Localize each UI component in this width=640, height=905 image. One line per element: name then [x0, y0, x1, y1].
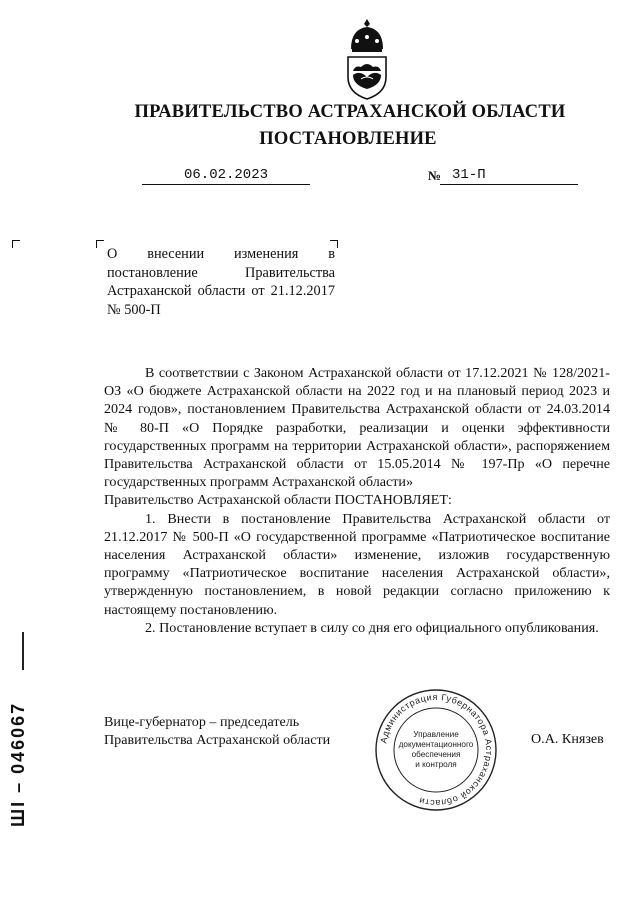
coat-of-arms-emblem: [343, 15, 391, 101]
organization-title: ПРАВИТЕЛЬСТВО АСТРАХАНСКОЙ ОБЛАСТИ: [134, 102, 566, 122]
margin-mark: [22, 632, 24, 670]
document-date: 06.02.2023: [183, 167, 268, 183]
signer-position-line-2: Правительства Астраханской области: [104, 732, 331, 748]
corner-bracket-title-left: [96, 240, 104, 248]
document-body: [104, 364, 610, 637]
preamble-paragraph: В соответствии с Законом Астраханской области от 17.12.2021 № 128/2021-ОЗ «О бюджете Астраханской области на 2022 год и на плановый период 2023 и 2024 годов», постановлением Правительства Астраханской области от 24.03.2014 № 80-П «О Порядке разработки, реализации и оценки эффективности государственных программ на территории Астраханской области», распоряжением Правительства Астраханской области от 15.05.2014 № 197-Пр «О перечне государственных программ Астраханской области»: [104, 365, 610, 491]
item-1-paragraph: 1. Внести в постановление Правительства Астраханской области от 21.12.2017 № 500-П «О государственной программе «Патриотическое воспитание населения Астраханской области» изменение, изложив государственную программу «Патриотическое воспитание населения Астраханской области», утвержденную постановлением, в новой редакции согласно приложению к настоящему постановлению.: [104, 510, 610, 618]
document-type-title: ПОСТАНОВЛЕНИЕ: [259, 129, 437, 149]
stamp-center-line-4: и контроля: [415, 760, 457, 769]
serial-number: ШI – 046067: [8, 701, 28, 827]
item-2-paragraph: 2. Постановление вступает в силу со дня его официального опубликования.: [145, 619, 599, 636]
signer-name: О.А. Князев: [531, 731, 604, 747]
official-stamp: [373, 687, 499, 813]
document-subject: О внесении изменения в постановление Правительства Астраханской области от 21.12.2017 № 500-П: [107, 246, 335, 318]
signer-position-line-1: Вице-губернатор – председатель: [104, 714, 300, 730]
decree-line: Правительство Астраханской области ПОСТАНОВЛЯЕТ:: [104, 492, 452, 509]
date-underline: [142, 184, 310, 185]
stamp-center-line-2: документационного: [398, 740, 474, 749]
number-underline: [440, 184, 578, 185]
stamp-center-line-1: Управление: [413, 730, 459, 739]
stamp-ring-text: Администрация Губернатора Астраханской области: [378, 691, 495, 809]
document-number: 31-П: [452, 167, 486, 183]
stamp-center-line-3: обеспечения: [411, 750, 461, 759]
signer-position: [104, 713, 364, 749]
number-label: №: [428, 168, 442, 183]
corner-bracket-left: [12, 240, 20, 248]
